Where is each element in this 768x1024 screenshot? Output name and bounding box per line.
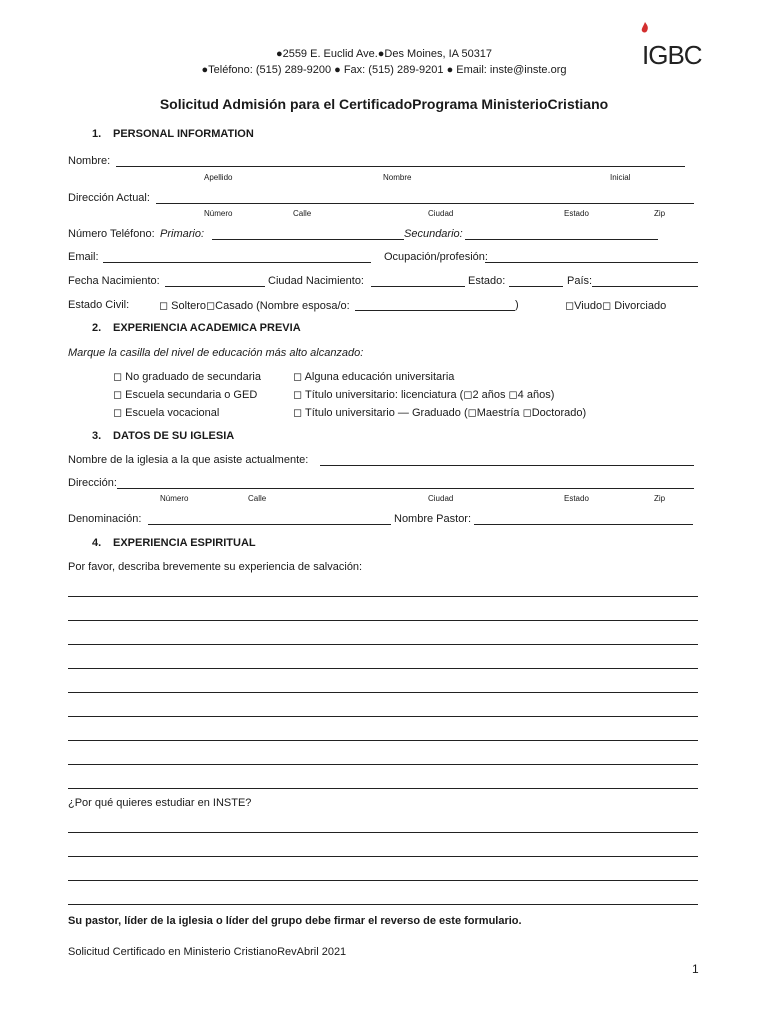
salvacion-line[interactable] — [68, 644, 698, 645]
sub-calle-2: Calle — [248, 494, 267, 503]
signature-note: Su pastor, líder de la iglesia o líder del grupo debe firmar el reverso de este formulario. — [68, 915, 522, 927]
salvacion-line[interactable] — [68, 620, 698, 621]
secundario-label: Secundario: — [404, 228, 463, 240]
edu-option-no-graduado[interactable]: ◻ No graduado de secundaria — [113, 371, 261, 383]
telefono-label: Número Teléfono: — [68, 228, 155, 240]
section-4-title: EXPERIENCIA ESPIRITUAL — [113, 537, 256, 549]
denominacion-label: Denominación: — [68, 513, 142, 525]
sub-apellido: Apellido — [204, 173, 233, 182]
estado-field[interactable] — [509, 286, 563, 287]
sub-inicial: Inicial — [610, 173, 631, 182]
salvacion-line[interactable] — [68, 692, 698, 693]
page-number: 1 — [692, 962, 699, 976]
edu-option-graduado[interactable]: ◻ Título universitario — Graduado (◻Maestría ◻Doctorado) — [293, 407, 587, 419]
sub-estado: Estado — [564, 209, 589, 218]
section-2-number: 2. — [92, 322, 102, 334]
section-2-title: EXPERIENCIA ACADEMICA PREVIA — [113, 322, 301, 334]
direccion-field[interactable] — [156, 203, 694, 204]
estado-label: Estado: — [468, 275, 506, 287]
footer-text: Solicitud Certificado en Ministerio CristianoRevAbril 2021 — [68, 946, 347, 958]
education-instruction: Marque la casilla del nivel de educación más alto alcanzado: — [68, 347, 364, 359]
edu-option-licenciatura[interactable]: ◻ Título universitario: licenciatura (◻2 años ◻4 años) — [293, 389, 555, 401]
sub-estado-2: Estado — [564, 494, 589, 503]
fecha-label: Fecha Nacimiento: — [68, 275, 160, 287]
salvacion-line[interactable] — [68, 596, 698, 597]
primario-label: Primario: — [160, 228, 205, 240]
sub-ciudad: Ciudad — [428, 209, 454, 218]
civil-close: ) — [515, 299, 519, 311]
sub-ciudad-2: Ciudad — [428, 494, 454, 503]
ciudad-nac-field[interactable] — [371, 286, 465, 287]
section-1-number: 1. — [92, 128, 102, 140]
ocupacion-label: Ocupación/profesión: — [384, 251, 488, 263]
sub-numero: Número — [204, 209, 233, 218]
inste-line[interactable] — [68, 856, 698, 857]
sub-calle: Calle — [293, 209, 312, 218]
sub-zip: Zip — [654, 209, 666, 218]
logo-text: IGBC — [642, 40, 702, 70]
flame-icon — [640, 22, 650, 34]
civil-options[interactable]: ◻ Soltero◻Casado (Nombre esposa/o: — [159, 300, 350, 312]
secundario-field[interactable] — [465, 239, 658, 240]
salvacion-line[interactable] — [68, 740, 698, 741]
inste-line[interactable] — [68, 880, 698, 881]
nombre-field[interactable] — [116, 166, 685, 167]
inste-line[interactable] — [68, 904, 698, 905]
direccion-label: Dirección Actual: — [68, 192, 150, 204]
inste-line[interactable] — [68, 832, 698, 833]
civil-label: Estado Civil: — [68, 299, 130, 311]
nombre-label: Nombre: — [68, 155, 111, 167]
salvacion-line[interactable] — [68, 716, 698, 717]
inste-prompt: ¿Por qué quieres estudiar en INSTE? — [68, 797, 252, 809]
edu-option-secundaria[interactable]: ◻ Escuela secundaria o GED — [113, 389, 258, 401]
fecha-field[interactable] — [165, 286, 265, 287]
denominacion-field[interactable] — [148, 524, 391, 525]
pastor-field[interactable] — [474, 524, 693, 525]
salvacion-line[interactable] — [68, 764, 698, 765]
salvacion-prompt: Por favor, describa brevemente su experiencia de salvación: — [68, 561, 363, 573]
page-title: Solicitud Admisión para el CertificadoPrograma MinisterioCristiano — [159, 96, 609, 112]
direccion-iglesia-label: Dirección: — [68, 477, 117, 489]
sub-nombre: Nombre — [383, 173, 412, 182]
edu-option-vocacional[interactable]: ◻ Escuela vocacional — [113, 407, 220, 419]
ciudad-nac-label: Ciudad Nacimiento: — [268, 275, 364, 287]
salvacion-line[interactable] — [68, 788, 698, 789]
iglesia-field[interactable] — [320, 465, 694, 466]
civil-options-2[interactable]: ◻Viudo◻ Divorciado — [565, 300, 667, 312]
direccion-iglesia-field[interactable] — [117, 488, 694, 489]
section-3-title: DATOS DE SU IGLESIA — [113, 430, 235, 442]
section-4-number: 4. — [92, 537, 102, 549]
pais-field[interactable] — [592, 286, 698, 287]
section-1-title: PERSONAL INFORMATION — [113, 128, 254, 140]
section-3-number: 3. — [92, 430, 102, 442]
salvacion-line[interactable] — [68, 668, 698, 669]
iglesia-label: Nombre de la iglesia a la que asiste actualmente: — [68, 454, 309, 466]
edu-option-alguna-universitaria[interactable]: ◻ Alguna educación universitaria — [293, 371, 455, 383]
sub-numero-2: Número — [160, 494, 189, 503]
email-label: Email: — [68, 251, 99, 263]
email-field[interactable] — [103, 262, 371, 263]
pais-label: País: — [567, 275, 593, 287]
sub-zip-2: Zip — [654, 494, 666, 503]
header-contact: ●Teléfono: (515) 289-9200 ● Fax: (515) 289-9201 ● Email: inste@inste.org — [201, 64, 567, 76]
pastor-label: Nombre Pastor: — [394, 513, 472, 525]
esposa-field[interactable] — [355, 310, 515, 311]
header-address: ●2559 E. Euclid Ave.●Des Moines, IA 50317 — [275, 48, 493, 60]
primario-field[interactable] — [212, 239, 404, 240]
ocupacion-field[interactable] — [485, 262, 698, 263]
